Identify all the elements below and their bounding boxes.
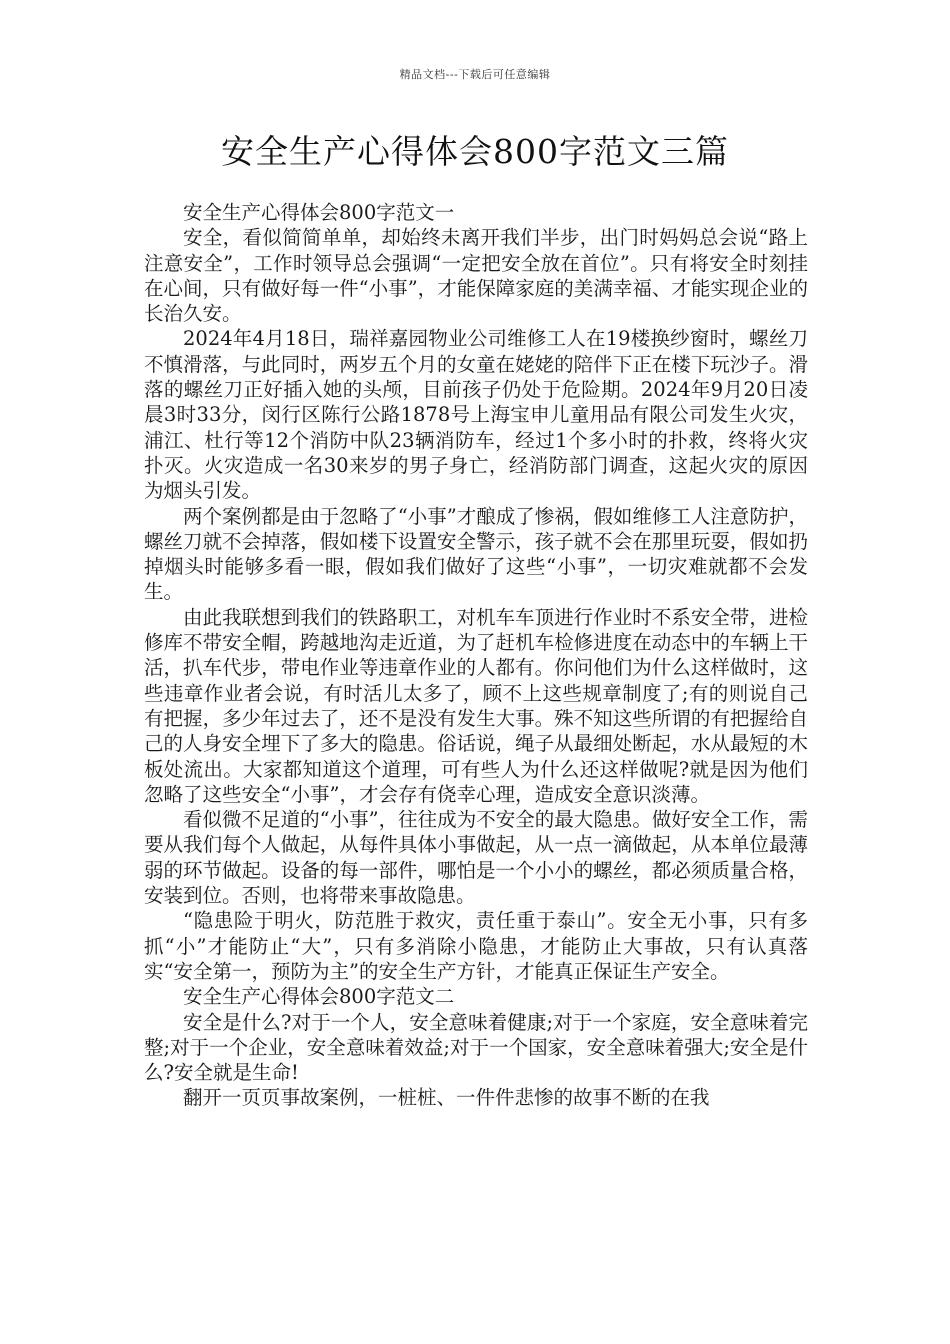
- section-heading-1: 安全生产心得体会800字范文一: [183, 201, 455, 224]
- paragraph: 翻开一页页事故案例，一桩桩、一件件悲惨的故事不断的在我: [183, 1086, 710, 1110]
- paragraph: 两个案例都是由于忽略了“小事”才酿成了惨祸，假如维修工人注意防护，螺丝刀就不会掉落，假如楼下设置安全警示，孩子就不会在那里玩耍，假如扔掉烟头时能够多看一眼，假如我们做好了这些“小事”，一切灾难就都不会发生。: [144, 504, 808, 604]
- paragraph: 安全，看似简简单单，却始终未离开我们半步，出门时妈妈总会说“路上注意安全”，工作时领导总会强调“一定把安全放在首位”。只有将安全时刻挂在心间，只有做好每一件“小事”，才能保障家庭的美满幸福、才能实现企业的长治久安。: [144, 226, 808, 326]
- paragraph: 看似微不足道的“小事”，往往成为不安全的最大隐患。做好安全工作，需要从我们每个人做起，从每件具体小事做起，从一点一滴做起，从本单位最薄弱的环节做起。设备的每一部件，哪怕是一个小小的螺丝，都必须质量合格，安装到位。否则，也将带来事故隐患。: [144, 808, 808, 908]
- paragraph: “隐患险于明火，防范胜于救灾，责任重于泰山”。安全无小事，只有多抓“小”才能防止“大”，只有多消除小隐患，才能防止大事故，只有认真落实“安全第一，预防为主”的安全生产方针，才能真正保证生产安全。: [144, 909, 808, 983]
- paragraph: 2024年4月18日，瑞祥嘉园物业公司维修工人在19楼换纱窗时，螺丝刀不慎滑落，与此同时，两岁五个月的女童在姥姥的陪伴下正在楼下玩沙子。滑落的螺丝刀正好插入她的头颅，目前孩子仍处于危险期。2024年9月20日凌晨3时33分，闵行区陈行公路1878号上海宝申儿童用品有限公司发生火灾，浦江、杜行等12个消防中队23辆消防车，经过1个多小时的扑救，终将火灾扑灭。火灾造成一名30来岁的男子身亡，经消防部门调查，这起火灾的原因为烟头引发。: [144, 327, 808, 503]
- paragraph: 由此我联想到我们的铁路职工，对机车车顶进行作业时不系安全带，进检修库不带安全帽，跨越地沟走近道，为了赶机车检修进度在动态中的车辆上干活，扒车代步，带电作业等违章作业的人都有。你问他们为什么这样做时，这些违章作业者会说，有时活儿太多了，顾不上这些规章制度了;有的则说自己有把握，多少年过去了，还不是没有发生大事。殊不知这些所谓的有把握给自己的人身安全埋下了多大的隐患。俗话说，绳子从最细处断起，水从最短的木板处流出。大家都知道这个道理，可有些人为什么还这样做呢?就是因为他们忽略了这些安全“小事”，才会存有侥幸心理，造成安全意识淡薄。: [144, 605, 808, 806]
- header-note: 精品文档---下载后可任意编辑: [399, 68, 551, 81]
- document-title: 安全生产心得体会800字范文三篇: [221, 132, 729, 171]
- section-heading-2: 安全生产心得体会800字范文二: [183, 985, 455, 1009]
- paragraph: 安全是什么?对于一个人，安全意味着健康;对于一个家庭，安全意味着完整;对于一个企业，安全意味着效益;对于一个国家，安全意味着强大;安全是什么?安全就是生命!: [144, 1010, 808, 1085]
- document-body: [144, 200, 808, 1111]
